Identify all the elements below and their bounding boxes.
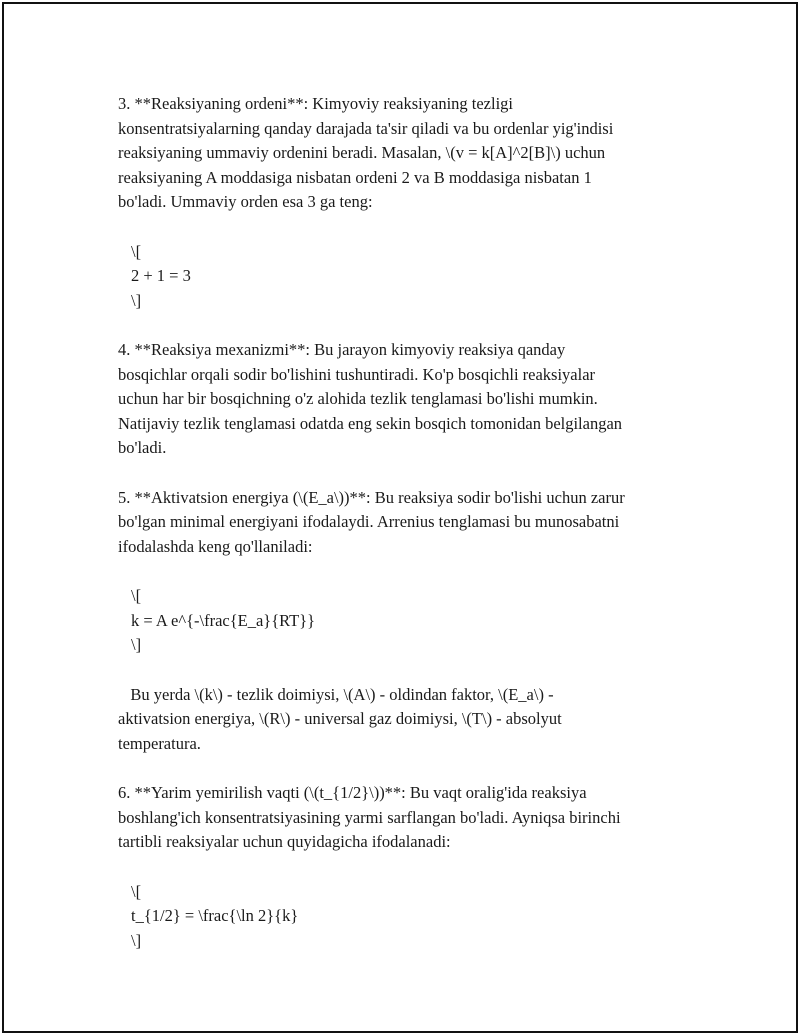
- paragraph-reaction-mechanism: [118, 338, 698, 461]
- text-line: uchun har bir bosqichning o'z alohida tezlik tenglamasi bo'lishi mumkin.: [118, 389, 598, 408]
- text-line: aktivatsion energiya, \(R\) - universal gaz doimiysi, \(T\) - absolyut: [118, 709, 562, 728]
- text-line: 6. **Yarim yemirilish vaqti (\(t_{1/2}\))**: Bu vaqt oralig'ida reaksiya: [118, 783, 587, 802]
- math-line: \[: [131, 881, 142, 901]
- text-line: 5. **Aktivatsion energiya (\(E_a\))**: Bu reaksiya sodir bo'lishi uchun zarur: [118, 487, 625, 507]
- math-line: k = A e^{-\frac{E_a}{RT}}: [131, 610, 316, 630]
- equation-order-sum: [118, 240, 698, 314]
- paragraph-half-life: [118, 781, 698, 855]
- text-line: reaksiyaning ummaviy ordenini beradi. Masalan, \(v = k[A]^2[B]\) uchun: [118, 143, 606, 162]
- text-line: Natijaviy tezlik tenglamasi odatda eng sekin bosqich tomonidan belgilangan: [118, 413, 623, 433]
- text-line: reaksiyaning A moddasiga nisbatan ordeni 2 va B moddasiga nisbatan 1: [118, 167, 592, 187]
- math-line: \]: [131, 635, 142, 654]
- equation-half-life: [118, 880, 698, 954]
- text-line: boshlang'ich konsentratsiyasining yarmi sarflangan bo'ladi. Ayniqsa birinchi: [118, 807, 621, 827]
- paragraph-reaction-order: [118, 92, 698, 215]
- math-line: \]: [131, 930, 142, 950]
- math-line: \[: [131, 241, 142, 261]
- text-line: temperatura.: [118, 733, 201, 753]
- text-line: bo'lgan minimal energiyani ifodalaydi. Arrenius tenglamasi bu munosabatni: [118, 512, 620, 531]
- text-line: 3. **Reaksiyaning ordeni**: Kimyoviy reaksiyaning tezligi: [118, 94, 514, 113]
- math-line: t_{1/2} = \frac{\ln 2}{k}: [131, 906, 299, 925]
- text-line: bosqichlar orqali sodir bo'lishini tushuntiradi. Ko'p bosqichli reaksiyalar: [118, 364, 596, 384]
- math-line: 2 + 1 = 3: [131, 266, 191, 285]
- text-line: Bu yerda \(k\) - tezlik doimiysi, \(A\) - oldindan faktor, \(E_a\) -: [118, 684, 554, 704]
- text-line: konsentratsiyalarning qanday darajada ta'sir qiladi va bu ordenlar yig'indisi: [118, 118, 614, 138]
- math-line: \]: [131, 290, 142, 310]
- paragraph-arrhenius-terms: [118, 683, 698, 757]
- text-line: 4. **Reaksiya mexanizmi**: Bu jarayon kimyoviy reaksiya qanday: [118, 340, 566, 359]
- document-body: [118, 92, 698, 953]
- text-line: ifodalashda keng qo'llaniladi:: [118, 536, 313, 556]
- text-line: tartibli reaksiyalar uchun quyidagicha ifodalanadi:: [118, 832, 451, 851]
- paragraph-activation-energy: [118, 486, 698, 560]
- math-line: \[: [131, 586, 142, 605]
- text-line: bo'ladi.: [118, 438, 167, 457]
- text-line: bo'ladi. Ummaviy orden esa 3 ga teng:: [118, 192, 373, 211]
- equation-arrhenius: [118, 584, 698, 658]
